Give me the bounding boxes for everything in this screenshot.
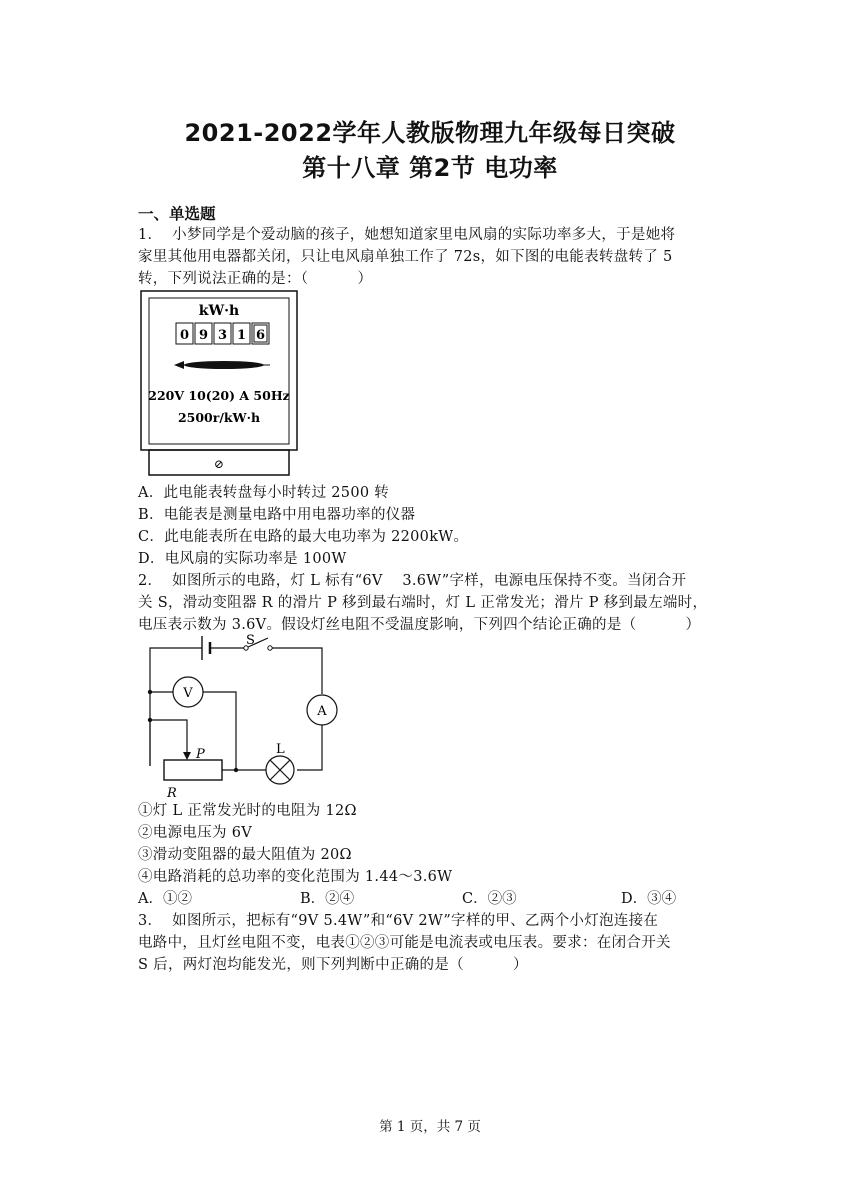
q1-line-1: 1． 小梦同学是个爱动脑的孩子，她想知道家里电风扇的实际功率多大，于是她将 (138, 227, 676, 243)
slider-label: P (196, 747, 205, 762)
meter-digit: 1 (236, 328, 247, 343)
q1-option-d: D．电风扇的实际功率是 100W (138, 551, 347, 567)
q2-line-2: 关 S，滑动变阻器 R 的滑片 P 移到最右端时，灯 L 正常发光；滑片 P 移到最左端时， (138, 595, 708, 611)
q2-line-1: 2． 如图所示的电路，灯 L 标有“6V 3.6W”字样，电源电压保持不变。当闭合开 (138, 573, 687, 589)
meter-rate: 2500r/kW·h (177, 410, 261, 425)
meter-digit: 3 (217, 328, 228, 343)
meter-digit: 9 (198, 328, 209, 343)
q2-line-3: 电压表示数为 3.6V。假设灯丝电阻不受温度影响，下列四个结论正确的是（ ） (138, 617, 701, 633)
title-line-1: 2021-2022学年人教版物理九年级每日突破 (184, 119, 676, 147)
q3-line-1: 3． 如图所示，把标有“9V 5.4W”和“6V 2W”字样的甲、乙两个小灯泡连接在 (138, 913, 659, 929)
ammeter-label: A (317, 704, 327, 719)
q2-option-a: A．①② (138, 891, 192, 907)
meter-digit: 0 (179, 328, 190, 343)
q2-options (138, 888, 738, 910)
q3-line-3: S 后，两灯泡均能发光，则下列判断中正确的是（ ） (138, 957, 528, 973)
electric-meter-figure (140, 290, 300, 480)
q1-option-b: B．电能表是测量电路中用电器功率的仪器 (138, 507, 416, 523)
q2-statement-1: ①灯 L 正常发光时的电阻为 12Ω (138, 803, 357, 819)
q1-line-3: 转，下列说法正确的是：（ ） (138, 271, 373, 287)
q1-line-2: 家里其他用电器都关闭，只让电风扇单独工作了 72s，如下图的电能表转盘转了 5 (138, 249, 673, 265)
slider-arrow-icon (183, 752, 191, 760)
switch-label: S (246, 633, 255, 648)
lamp-label: L (276, 742, 285, 757)
voltmeter-label: V (183, 686, 193, 701)
q2-option-b: B．②④ (300, 891, 355, 907)
q2-statement-3: ③滑动变阻器的最大阻值为 20Ω (138, 847, 352, 863)
circuit-diagram (140, 632, 340, 802)
page-number-footer: 第 1 页，共 7 页 (379, 1119, 481, 1135)
meter-unit: kW·h (198, 303, 240, 319)
q2-statement-2: ②电源电压为 6V (138, 825, 253, 841)
q3-line-2: 电路中，且灯丝电阻不变，电表①②③可能是电流表或电压表。要求：在闭合开关 (138, 935, 671, 951)
meter-digit: 6 (255, 328, 266, 343)
rotating-disc-arrow-icon (174, 361, 270, 369)
section-heading: 一、单选题 (138, 205, 216, 223)
title-line-2: 第十八章 第2节 电功率 (302, 154, 558, 182)
rheostat-label: R (167, 786, 177, 801)
q1-option-c: C．此电能表所在电路的最大电功率为 2200kW。 (138, 529, 469, 545)
q1-option-a: A．此电能表转盘每小时转过 2500 转 (138, 485, 390, 501)
meter-terminal-icon: ⊘ (213, 457, 225, 471)
meter-digits (176, 323, 269, 344)
rheostat-icon (164, 760, 222, 780)
q2-statement-4: ④电路消耗的总功率的变化范围为 1.44～3.6W (138, 869, 453, 885)
q2-option-c: C．②③ (462, 891, 517, 907)
meter-spec: 220V 10(20) A 50Hz (148, 388, 290, 403)
q2-option-d: D．③④ (621, 891, 677, 907)
